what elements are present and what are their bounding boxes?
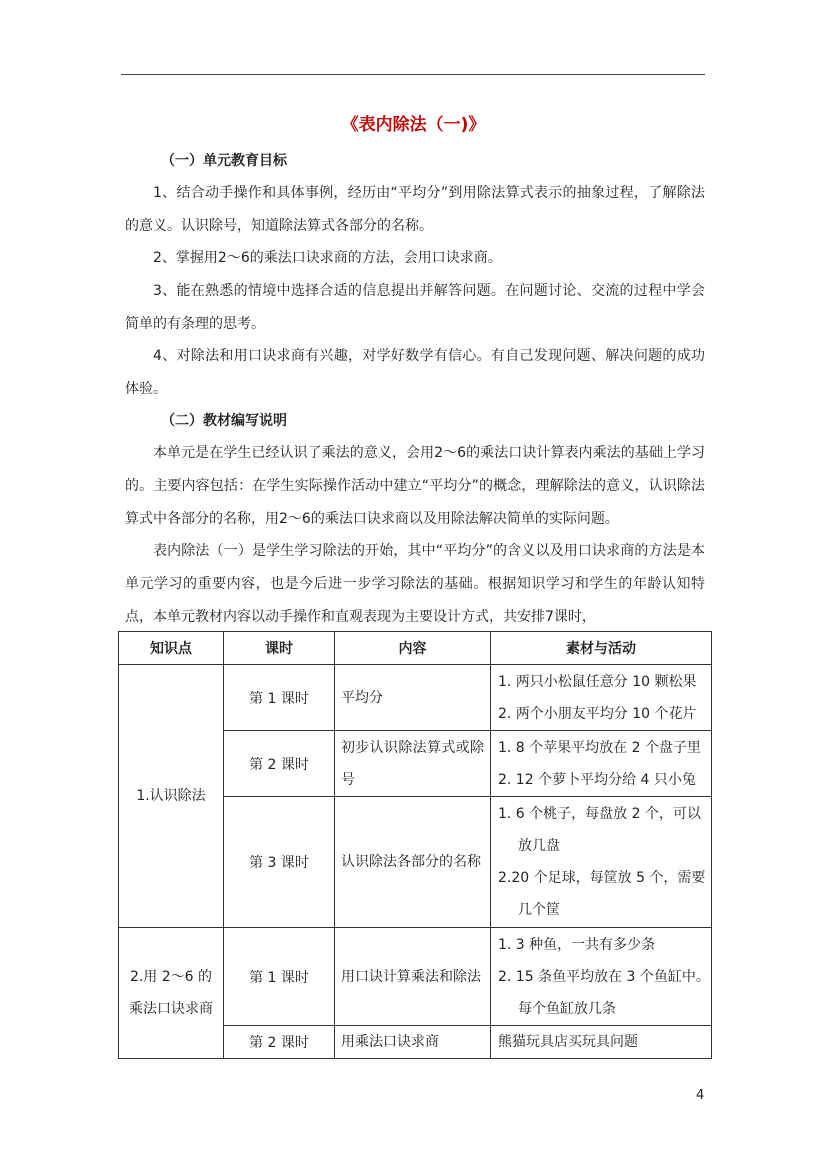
lesson-cell: 第 1 课时 xyxy=(224,665,335,731)
section1-heading: （一）单元教育目标 xyxy=(161,153,287,169)
material-item-continued: 放几盘 xyxy=(518,838,560,854)
materials-cell xyxy=(491,665,712,731)
header-rule xyxy=(121,74,705,75)
section2-heading: （二）教材编写说明 xyxy=(161,413,287,429)
material-item-continued: 几个筐 xyxy=(518,902,560,918)
lesson-cell: 第 1 课时 xyxy=(224,928,335,1026)
materials-cell: 熊猫玩具店买玩具问题 xyxy=(491,1026,712,1059)
table-header-row xyxy=(119,632,712,665)
knowledge-cell xyxy=(119,928,224,1059)
table-row xyxy=(119,928,712,1026)
header-materials: 素材与活动 xyxy=(491,632,712,665)
header-lesson: 课时 xyxy=(224,632,335,665)
objective-1: 1、结合动手操作和具体事例，经历由“平均分”到用除法算式表示的抽象过程，了解除法的意义。认识除号，知道除法算式各部分的名称。 xyxy=(125,185,705,234)
header-knowledge: 知识点 xyxy=(119,632,224,665)
content-cell: 认识除法各部分的名称 xyxy=(335,797,491,928)
objective-3: 3、能在熟悉的情境中选择合适的信息提出并解答问题。在问题讨论、交流的过程中学会简单的有条理的思考。 xyxy=(125,283,705,332)
material-item: 1. 6 个桃子，每盘放 2 个，可以 xyxy=(498,806,701,822)
table-row xyxy=(119,665,712,731)
description-paragraph-2: 表内除法（一）是学生学习除法的开始，其中“平均分”的含义以及用口诀求商的方法是本单元学习的重要内容，也是今后进一步学习除法的基础。根据知识学习和学生的年龄认知特点，本单元教材内容以动手操作和直观表现为主要设计方式，共安排7课时， xyxy=(125,543,705,625)
content-cell: 初步认识除法算式或除号 xyxy=(335,731,491,797)
lesson-cell: 第 2 课时 xyxy=(224,1026,335,1059)
lesson-cell: 第 3 课时 xyxy=(224,797,335,928)
knowledge-cell: 1.认识除法 xyxy=(119,665,224,928)
material-item-continued: 每个鱼缸放几条 xyxy=(518,1000,616,1017)
material-item: 2. 12 个萝卜平均分给 4 只小兔 xyxy=(498,771,696,788)
knowledge-line: 2.用 2～6 的 xyxy=(129,969,213,985)
materials-cell xyxy=(491,928,712,1026)
content-cell: 用乘法口诀求商 xyxy=(335,1026,491,1059)
page-number: 4 xyxy=(696,1088,705,1103)
material-item: 2.20 个足球，每筐放 5 个，需要 xyxy=(498,870,706,886)
materials-cell xyxy=(491,731,712,797)
objective-4: 4、对除法和用口诀求商有兴趣，对学好数学有信心。有自己发现问题、解决问题的成功体验。 xyxy=(125,348,705,397)
lesson-cell: 第 2 课时 xyxy=(224,731,335,797)
content-cell: 平均分 xyxy=(335,665,491,731)
lesson-plan-table xyxy=(118,631,712,1059)
header-content: 内容 xyxy=(335,632,491,665)
description-paragraph-1: 本单元是在学生已经认识了乘法的意义，会用2～6的乘法口诀计算表内乘法的基础上学习的。主要内容包括：在学生实际操作活动中建立“平均分”的概念，理解除法的意义，认识除法算式中各部分的名称，用2～6的乘法口诀求商以及用除法解决简单的实际问题。 xyxy=(125,445,705,527)
knowledge-line: 乘法口诀求商 xyxy=(129,1001,213,1017)
material-item: 2. 两个小朋友平均分 10 个花片 xyxy=(498,705,697,722)
content-cell: 用口诀计算乘法和除法 xyxy=(335,928,491,1026)
material-item: 2. 15 条鱼平均放在 3 个鱼缸中。 xyxy=(498,968,710,985)
material-item: 1. 8 个苹果平均放在 2 个盘子里 xyxy=(498,739,701,756)
material-item: 1. 3 种鱼，一共有多少条 xyxy=(498,936,656,953)
document-title: 《表内除法（一)》 xyxy=(341,115,486,135)
objective-2: 2、掌握用2～6的乘法口诀求商的方法，会用口诀求商。 xyxy=(153,250,502,266)
materials-cell xyxy=(491,797,712,928)
material-item: 1. 两只小松鼠任意分 10 颗松果 xyxy=(498,673,697,690)
